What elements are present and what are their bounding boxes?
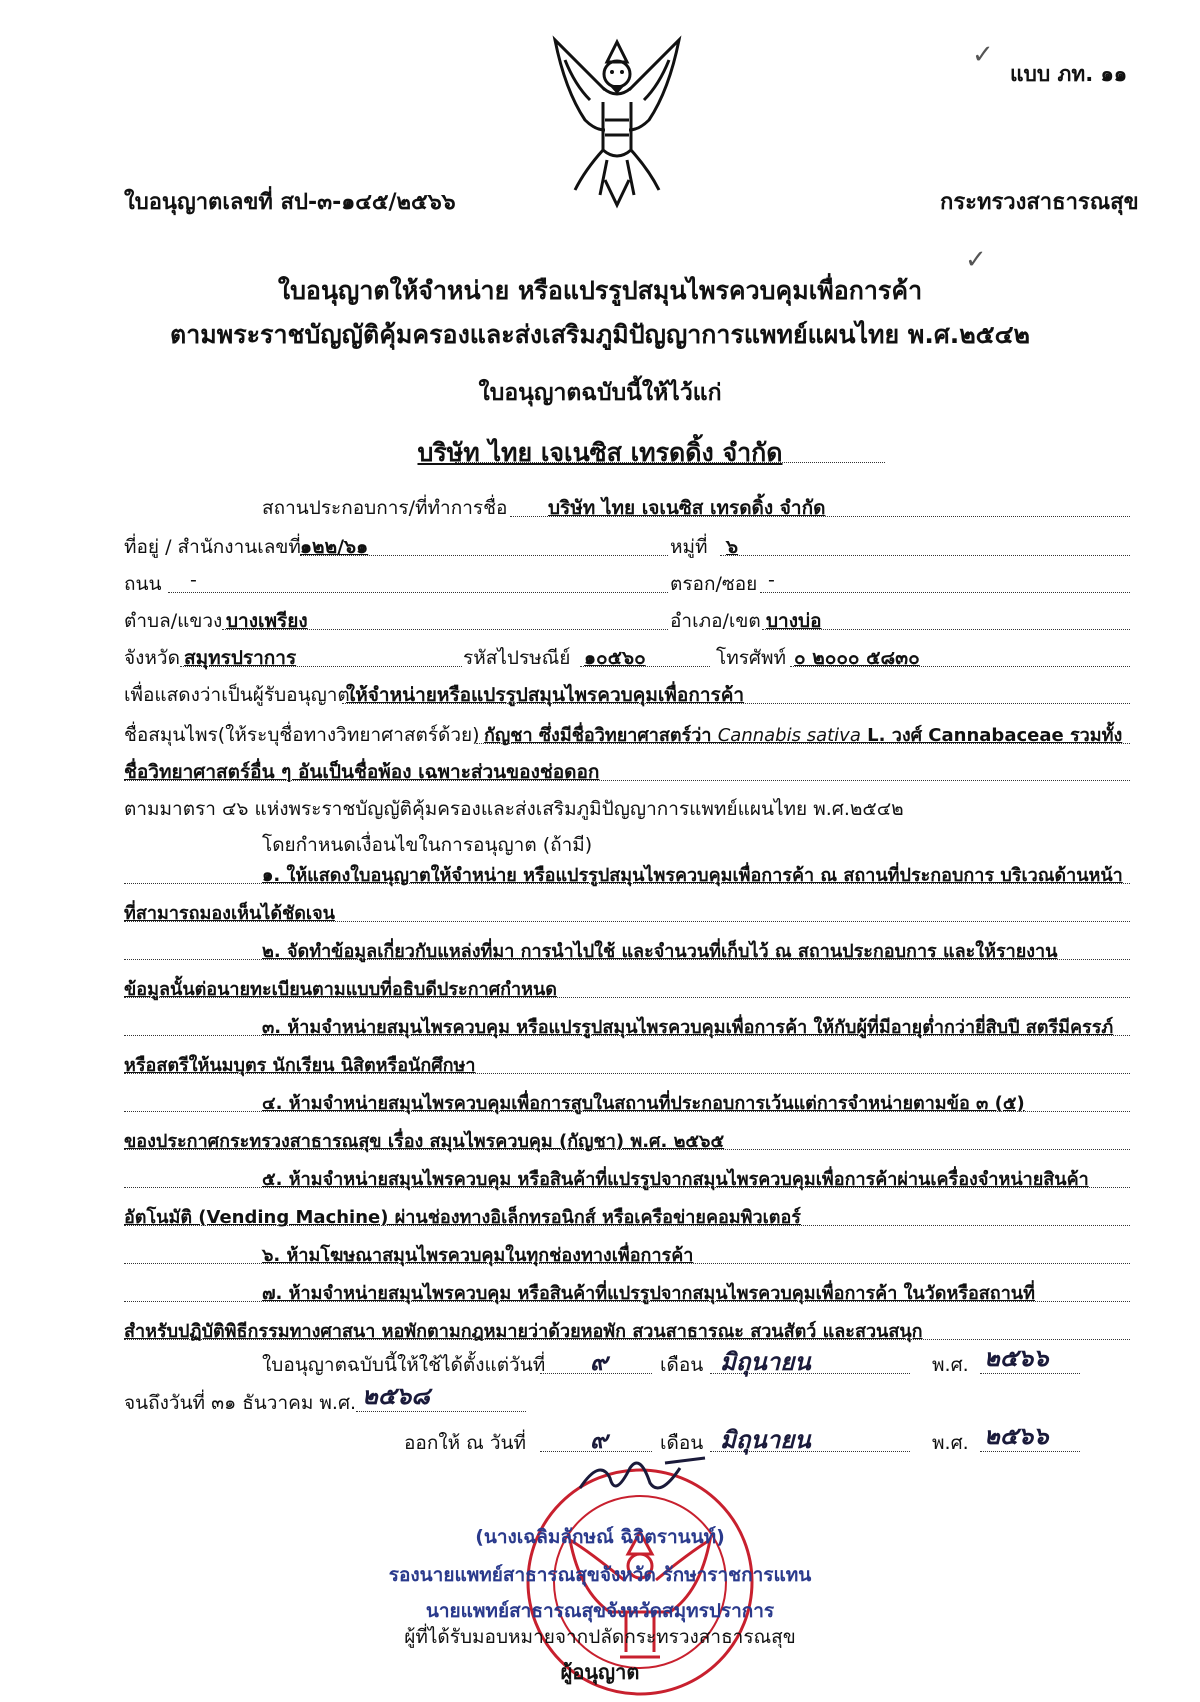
address-label: ที่อยู่ / สำนักงานเลขที่ xyxy=(124,536,301,558)
issued-day: ๙ xyxy=(590,1425,608,1454)
license-number: ใบอนุญาตเลขที่ สป-๓-๑๔๕/๒๕๖๖ xyxy=(124,190,456,215)
province-value: สมุทรปราการ xyxy=(184,647,297,669)
condition-item-6: ๖. ห้ามโฆษณาสมุนไพรควบคุมในทุกช่องทางเพื่อการค้า xyxy=(262,1245,694,1266)
province-label: จังหวัด xyxy=(124,647,180,669)
handwritten-signature xyxy=(570,1448,710,1518)
check-mark-icon: ✓ xyxy=(972,40,994,70)
form-code: แบบ ภท. ๑๑ xyxy=(1010,62,1128,86)
condition-item-1-continued: ที่สามารถมองเห็นได้ชัดเจน xyxy=(124,903,335,924)
postcode-value: ๑๐๕๖๐ xyxy=(584,647,646,669)
business-name-label: สถานประกอบการ/ที่ทำการชื่อ xyxy=(262,497,508,519)
herb-name: กัญชา ซึ่งมีชื่อวิทยาศาสตร์ว่า xyxy=(484,725,712,746)
issued-month: มิถุนายน xyxy=(720,1425,811,1454)
signer-role: ผู้อนุญาต xyxy=(560,1660,640,1684)
issued-month-label: เดือน xyxy=(660,1432,704,1454)
valid-until-year: ๒๕๖๘ xyxy=(362,1381,430,1410)
issued-year: ๒๕๖๖ xyxy=(984,1421,1049,1450)
road-label: ถนน xyxy=(124,573,162,595)
conditions-label: โดยกำหนดเงื่อนไขในการอนุญาต (ถ้ามี) xyxy=(262,834,593,856)
herb-value-line1 xyxy=(484,720,1122,749)
phone-label: โทรศัพท์ xyxy=(716,647,787,669)
condition-item-5-continued: อัตโนมัติ (Vending Machine) ผ่านช่องทางอิเล็กทรอนิกส์ หรือเครือข่ายคอมพิวเตอร์ xyxy=(124,1207,801,1228)
legal-section: ตามมาตรา ๔๖ แห่งพระราชบัญญัติคุ้มครองและส่งเสริมภูมิปัญญาการแพทย์แผนไทย พ.ศ.๒๕๔๒ xyxy=(124,798,904,820)
purpose-label: เพื่อแสดงว่าเป็นผู้รับอนุญาต xyxy=(124,684,350,706)
condition-item-3-continued: หรือสตรีให้นมบุตร นักเรียน นิสิตหรือนักศึกษา xyxy=(124,1055,476,1076)
soi-line xyxy=(760,592,1130,593)
district-label: อำเภอ/เขต xyxy=(670,610,761,632)
condition-item-5: ๕. ห้ามจำหน่ายสมุนไพรควบคุม หรือสินค้าที่แปรรูปจากสมุนไพรควบคุมเพื่อการค้าผ่านเครื่องจำหน่ายสินค้า xyxy=(262,1169,1089,1190)
valid-year-label: พ.ศ. xyxy=(932,1354,969,1376)
signer-delegation: ผู้ที่ได้รับมอบหมายจากปลัดกระทรวงสาธารณสุข xyxy=(404,1626,796,1648)
check-mark-icon: ✓ xyxy=(965,245,987,275)
garuda-emblem-icon xyxy=(545,30,690,210)
ministry: กระทรวงสาธารณสุข xyxy=(940,190,1139,215)
road-value: - xyxy=(190,569,197,591)
condition-item-4: ๔. ห้ามจำหน่ายสมุนไพรควบคุมเพื่อการสูบในสถานที่ประกอบการเว้นแต่การจำหน่ายตามข้อ ๓ (๕) xyxy=(262,1093,1025,1114)
postcode-label: รหัสไปรษณีย์ xyxy=(463,647,571,669)
signer-position-2: นายแพทย์สาธารณสุขจังหวัดสมุทรปราการ xyxy=(425,1600,775,1622)
issued-date-label: ออกให้ ณ วันที่ xyxy=(404,1432,527,1454)
condition-item-3: ๓. ห้ามจำหน่ายสมุนไพรควบคุม หรือแปรรูปสมุนไพรควบคุมเพื่อการค้า ให้กับผู้ที่มีอายุต่ำกว่ายี่สิบปี สตรีมีครรภ์ xyxy=(262,1017,1114,1038)
issued-year-label: พ.ศ. xyxy=(932,1432,969,1454)
valid-from-label: ใบอนุญาตฉบับนี้ให้ใช้ได้ตั้งแต่วันที่ xyxy=(262,1354,546,1376)
licensee-underline xyxy=(455,462,885,463)
licensee-name: บริษัท ไทย เจเนซิส เทรดดิ้ง จำกัด xyxy=(417,438,783,467)
address-value: ๑๒๒/๖๑ xyxy=(300,536,369,558)
herb-value-line2: ชื่อวิทยาศาสตร์อื่น ๆ อันเป็นชื่อพ้อง เฉพาะส่วนของช่อดอก xyxy=(124,761,600,783)
condition-item-7: ๗. ห้ามจำหน่ายสมุนไพรควบคุม หรือสินค้าที่แปรรูปจากสมุนไพรควบคุมเพื่อการค้า ในวัดหรือสถานที่ xyxy=(262,1283,1035,1304)
signer-position-1: รองนายแพทย์สาธารณสุขจังหวัด รักษาราชการแทน xyxy=(388,1564,812,1586)
condition-item-2: ๒. จัดทำข้อมูลเกี่ยวกับแหล่งที่มา การนำไปใช้ และจำนวนที่เก็บไว้ ณ สถานประกอบการ และให้รายงาน xyxy=(262,941,1058,962)
condition-item-1: ๑. ให้แสดงใบอนุญาตให้จำหน่าย หรือแปรรูปสมุนไพรควบคุมเพื่อการค้า ณ สถานที่ประกอบการ บริเวณด้านหน้า xyxy=(262,865,1123,886)
valid-month-label: เดือน xyxy=(660,1354,704,1376)
valid-month: มิถุนายน xyxy=(720,1347,811,1376)
title-line-2: ตามพระราชบัญญัติคุ้มครองและส่งเสริมภูมิปัญญาการแพทย์แผนไทย พ.ศ.๒๕๔๒ xyxy=(169,320,1031,349)
herb-label: ชื่อสมุนไพร(ให้ระบุชื่อทางวิทยาศาสตร์ด้วย) xyxy=(124,724,480,746)
business-name: บริษัท ไทย เจเนซิส เทรดดิ้ง จำกัด xyxy=(548,497,826,519)
district-value: บางบ่อ xyxy=(766,610,822,632)
herb-family: L. วงศ์ Cannabaceae รวมทั้ง xyxy=(867,725,1123,746)
valid-day: ๙ xyxy=(590,1347,608,1376)
purpose-value: ให้จำหน่ายหรือแปรรูปสมุนไพรควบคุมเพื่อการค้า xyxy=(346,684,745,706)
moo-value: ๖ xyxy=(726,536,739,558)
road-line xyxy=(168,592,668,593)
title-line-1: ใบอนุญาตให้จำหน่าย หรือแปรรูปสมุนไพรควบคุมเพื่อการค้า xyxy=(277,276,923,305)
subdistrict-label: ตำบล/แขวง xyxy=(124,610,223,632)
soi-label: ตรอก/ซอย xyxy=(670,573,758,595)
herb-scientific-name: Cannabis sativa xyxy=(717,725,861,746)
moo-label: หมู่ที่ xyxy=(670,536,708,558)
condition-item-4-continued: ของประกาศกระทรวงสาธารณสุข เรื่อง สมุนไพรควบคุม (กัญชา) พ.ศ. ๒๕๖๕ xyxy=(124,1131,725,1152)
soi-value: - xyxy=(768,569,775,591)
phone-value: ๐ ๒๐๐๐ ๕๘๓๐ xyxy=(794,647,920,669)
signer-name: (นางเฉลิมลักษณ์ ฉิจิตรานนท์) xyxy=(475,1526,725,1548)
moo-line xyxy=(720,555,1130,556)
valid-year: ๒๕๖๖ xyxy=(984,1343,1049,1372)
valid-until-label: จนถึงวันที่ ๓๑ ธันวาคม พ.ศ. xyxy=(124,1392,357,1414)
subdistrict-value: บางเพรียง xyxy=(226,610,308,632)
condition-item-7-continued: สำหรับปฏิบัติพิธีกรรมทางศาสนา หอพักตามกฎหมายว่าด้วยหอพัก สวนสาธารณะ สวนสัตว์ และสวนสนุก xyxy=(124,1321,923,1342)
issued-to-label: ใบอนุญาตฉบับนี้ให้ไว้แก่ xyxy=(478,380,722,406)
condition-item-2-continued: ข้อมูลนั้นต่อนายทะเบียนตามแบบที่อธิบดีประกาศกำหนด xyxy=(124,979,557,1000)
